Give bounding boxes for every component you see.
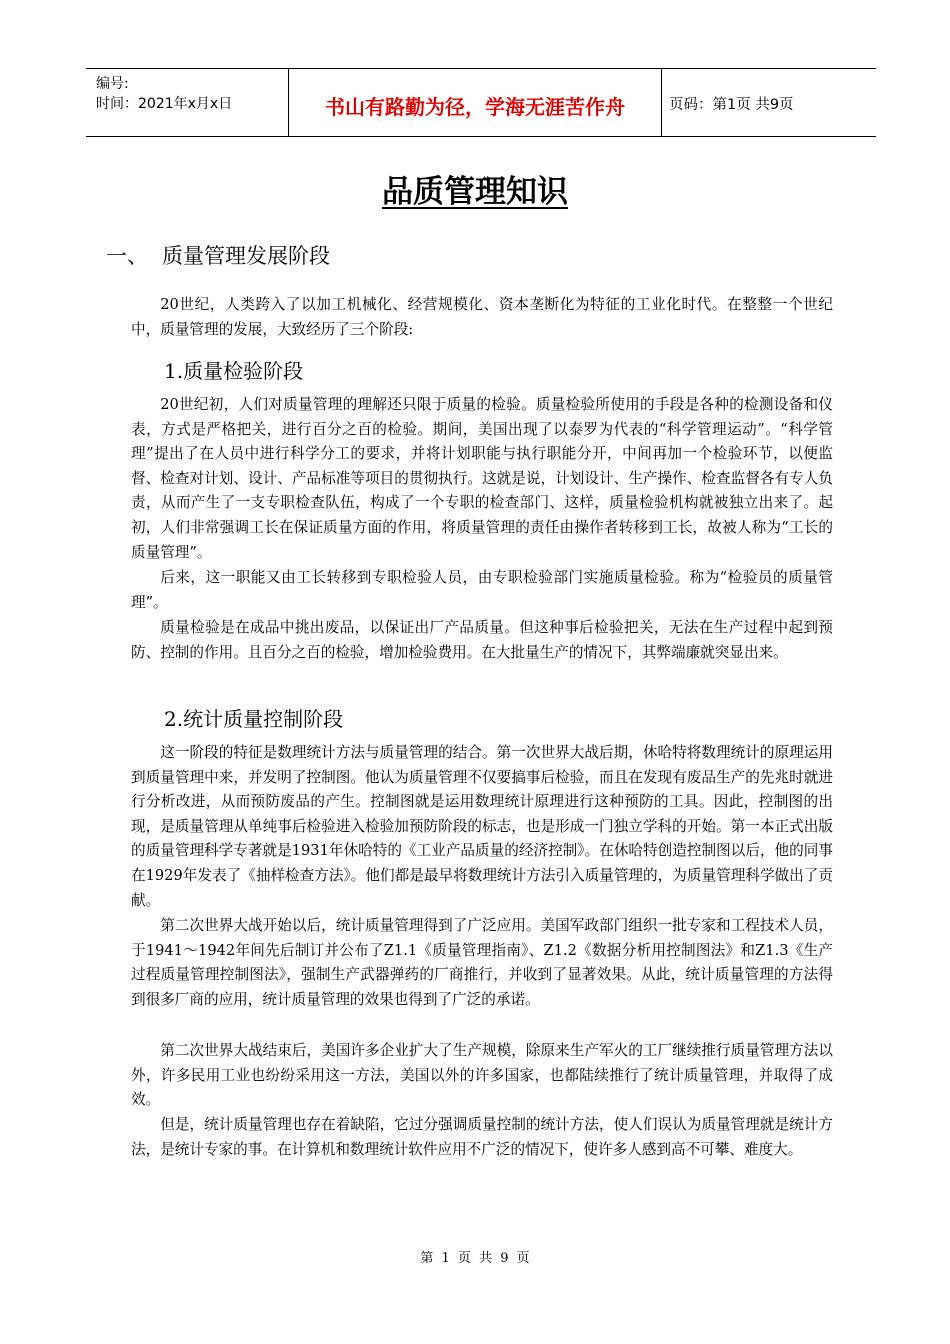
stage1-heading: 1.质量检验阶段 [164, 359, 304, 383]
section-number: 一、 [106, 244, 148, 268]
intro-paragraph: 20世纪，人类跨入了以加工机械化、经营规模化、资本垄断化为特征的工业化时代。在整整一个世纪中，质量管理的发展，大致经历了三个阶段: [131, 296, 833, 338]
header-motto-cell [288, 69, 662, 136]
stage1-paragraph-3: 质量检验是在成品中挑出废品，以保证出厂产品质量。但这种事后检验把关，无法在生产过程中起到预防、控制的作用。且百分之百的检验，增加检验费用。在大批量生产的情况下，其弊端廉就突显出来。 [131, 619, 833, 661]
section-title: 质量管理发展阶段 [162, 244, 330, 268]
document-title: 品质管理知识 [382, 174, 568, 210]
stage2-heading: 2.统计质量控制阶段 [164, 707, 344, 731]
stage2-paragraph-2: 第二次世界大战开始以后，统计质量管理得到了广泛应用。美国军政部门组织一批专家和工程技术人员，于1941～1942年间先后制订并公布了Z1.1《质量管理指南》、Z1.2《数据分析用控制图法》和Z1.3《生产过程质量管理控制图法》，强制生产武器弹药的厂商推行，并收到了显著效果。从此，统计质量管理的方法得到很多厂商的应用，统计质量管理的效果也得到了广泛的承诺。 [131, 917, 833, 1008]
page-header [86, 68, 876, 137]
header-motto: 书山有路勤为径，学海无涯苦作舟 [325, 95, 625, 119]
stage2-paragraph-1: 这一阶段的特征是数理统计方法与质量管理的结合。第一次世界大战后期，休哈特将数理统计的原理运用到质量管理中来，并发明了控制图。他认为质量管理不仅要搞事后检验，而且在发现有废品生产的先兆时就进行分析改进，从而预防废品的产生。控制图就是运用数理统计原理进行这种预防的工具。因此，控制图的出现，是质量管理从单纯事后检验进入检验加预防阶段的标志，也是形成一门独立学科的开始。第一本正式出版的质量管理科学专著就是1931年休哈特的《工业产品质量的经济控制》。在休哈特创造控制图以后，他的同事在1929年发表了《抽样检查方法》。他们都是最早将数理统计方法引入质量管理的，为质量管理科学做出了贡献。 [131, 744, 833, 909]
page-footer: 第 1 页 共 9 页 [420, 1251, 530, 1266]
header-page-cell [661, 69, 876, 136]
stage2-paragraph-3: 第二次世界大战结束后，美国许多企业扩大了生产规模，除原来生产军火的工厂继续推行质量管理方法以外，许多民用工业也纷纷采用这一方法，美国以外的许多国家，也都陆续推行了统计质量管理，并取得了成效。 [131, 1042, 833, 1109]
header-meta-cell [86, 69, 288, 136]
section-heading [106, 240, 330, 270]
stage1-paragraph-2: 后来，这一职能又由工长转移到专职检验人员，由专职检验部门实施质量检验。称为“检验员的质量管理”。 [131, 569, 833, 611]
header-page-number: 页码：第1页 共9页 [669, 97, 794, 113]
stage1-paragraph-1: 20世纪初，人们对质量管理的理解还只限于质量的检验。质量检验所使用的手段是各种的检测设备和仪表，方式是严格把关，进行百分之百的检验。期间，美国出现了以泰罗为代表的“科学管理运动”。“科学管理”提出了在人员中进行科学分工的要求，并将计划职能与执行职能分开，中间再加一个检验环节，以便监督、检查对计划、设计、产品标准等项目的贯彻执行。这就是说，计划设计、生产操作、检查监督各有专人负责，从而产生了一支专职检查队伍，构成了一个专职的检查部门、这样，质量检验机构就被独立出来了。起初，人们非常强调工长在保证质量方面的作用，将质量管理的责任由操作者转移到工长，故被人称为“工长的质量管理”。 [131, 396, 833, 561]
date-label: 时间：2021年x月x日 [96, 96, 233, 112]
serial-number-label: 编号: [96, 76, 129, 92]
stage2-paragraph-4: 但是，统计质量管理也存在着缺陷，它过分强调质量控制的统计方法，使人们误认为质量管理就是统计方法，是统计专家的事。在计算机和数理统计软件应用不广泛的情况下，使许多人感到高不可攀、难度大。 [131, 1116, 833, 1158]
